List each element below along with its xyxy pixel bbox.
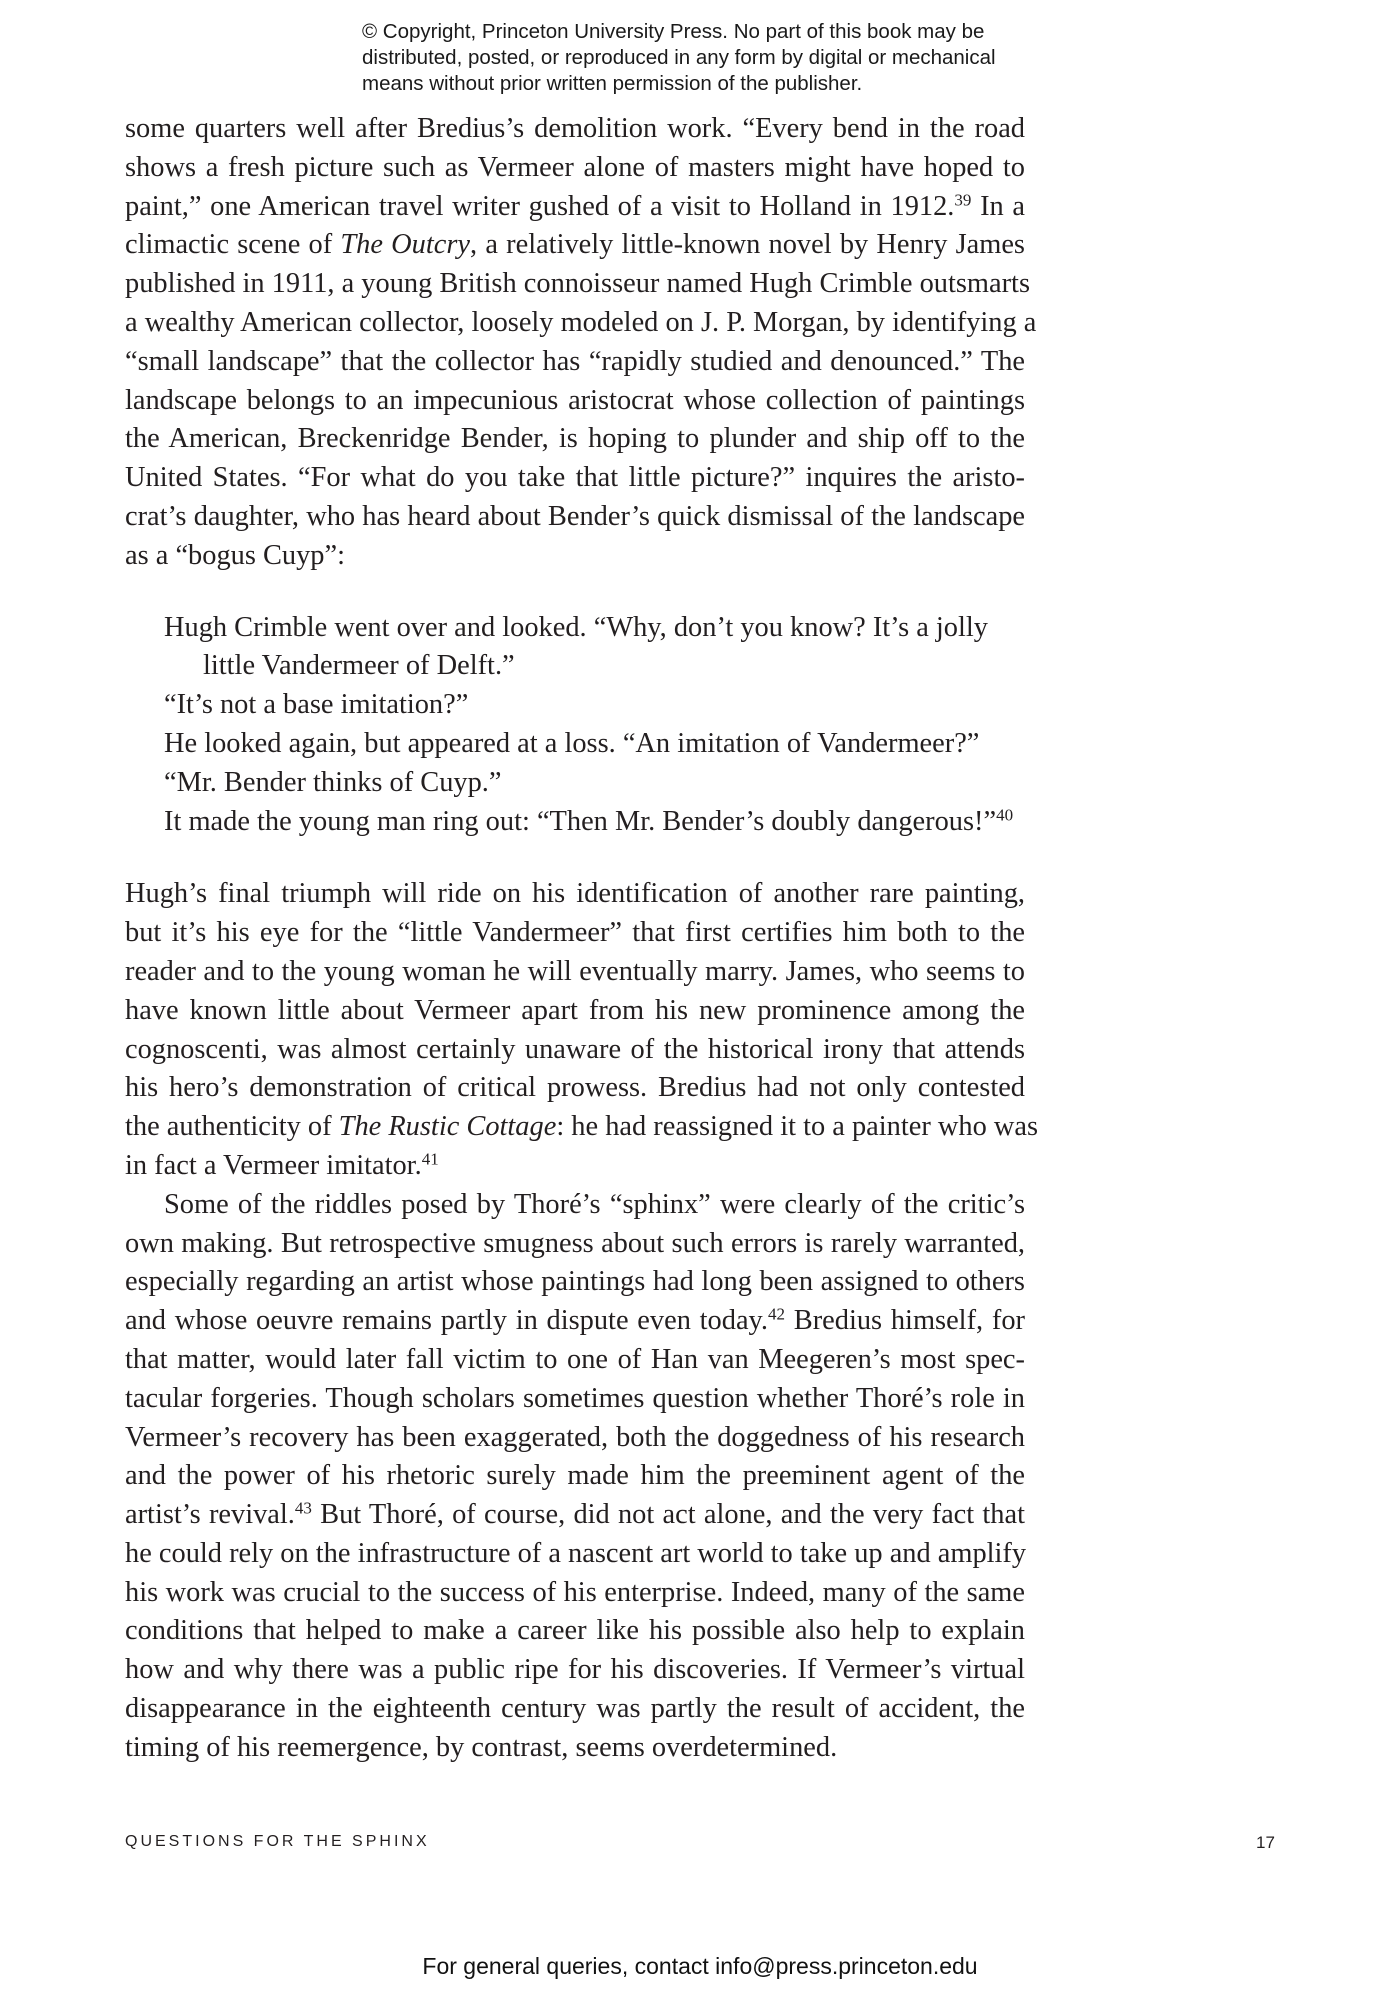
text-line: conditions that helped to make a career like his possible also help to explain [125, 1615, 1025, 1647]
footer-contact: For general queries, contact info@press.princeton.edu [422, 1953, 978, 1979]
text-line: that matter, would later fall victim to one of Han van Meegeren’s most spec- [125, 1343, 1025, 1375]
footnote-ref: 41 [421, 1149, 439, 1169]
paragraph-3 [125, 1186, 1025, 1768]
paragraph-2 [125, 875, 1039, 1185]
text-line: the authenticity of The Rustic Cottage: he had reassigned it to a painter who was [125, 1111, 1039, 1143]
text-line: published in 1911, a young British connoisseur named Hugh Crimble outsmarts [125, 268, 1030, 300]
text-line: as a “bogus Cuyp”: [125, 539, 345, 571]
page-number: 17 [1256, 1833, 1275, 1852]
text-line: and the power of his rhetoric surely made him the preeminent agent of the [125, 1460, 1025, 1492]
footnote-ref: 39 [954, 190, 972, 210]
quote-line: It made the young man ring out: “Then Mr. Bender’s doubly dangerous!”$^{40}$ [164, 805, 1014, 837]
text-line: he could rely on the infrastructure of a nascent art world to take up and amplify [125, 1537, 1027, 1569]
text-line: climactic scene of The Outcry, a relatively little-known novel by Henry James [125, 229, 1025, 261]
text-line: his hero’s demonstration of critical prowess. Bredius had not only contested [125, 1072, 1025, 1104]
text-line: how and why there was a public ripe for his discoveries. If Vermeer’s virtual [125, 1654, 1025, 1686]
copyright-line: © Copyright, Princeton University Press. No part of this book may be [362, 20, 985, 43]
copyright-line: distributed, posted, or reproduced in any form by digital or mechanical [362, 46, 996, 69]
text-line: “small landscape” that the collector has “rapidly studied and denounced.” The [125, 345, 1025, 377]
footnote-ref: 40 [996, 805, 1014, 825]
text-line: a wealthy American collector, loosely modeled on J. P. Morgan, by identifying a [125, 306, 1037, 338]
text-line: the American, Breckenridge Bender, is hoping to plunder and ship off to the [125, 423, 1025, 455]
text-line: Vermeer’s recovery has been exaggerated, both the doggedness of his research [125, 1421, 1025, 1453]
text-line: Some of the riddles posed by Thoré’s “sphinx” were clearly of the critic’s [164, 1188, 1025, 1220]
text-line: cognoscenti, was almost certainly unaware of the historical irony that attends [125, 1033, 1025, 1065]
text-line: his work was crucial to the success of his enterprise. Indeed, many of the same [125, 1576, 1025, 1608]
copyright-notice [362, 19, 1082, 97]
text-line: artist’s revival.$^{43}$ But Thoré, of course, did not act alone, and the very fact that [125, 1498, 1025, 1531]
text-line: United States. “For what do you take that little picture?” inquires the aristo- [125, 462, 1025, 494]
text-line: paint,” one American travel writer gushed of a visit to Holland in 1912.39 In a [125, 190, 1025, 222]
block-quote [125, 609, 1025, 842]
text-line: shows a fresh picture such as Vermeer alone of masters might have hoped to [125, 151, 1025, 183]
text-line: Hugh’s final triumph will ride on his identification of another rare painting, [125, 878, 1025, 910]
running-head: QUESTIONS FOR THE SPHINX [125, 1833, 430, 1850]
text-line: tacular forgeries. Though scholars sometimes question whether Thoré’s role in [125, 1382, 1025, 1414]
text-line: especially regarding an artist whose paintings had long been assigned to others [125, 1266, 1025, 1298]
footnote-ref: 43 [294, 1498, 312, 1518]
text-line: crat’s daughter, who has heard about Bender’s quick dismissal of the landscape [125, 500, 1025, 532]
quote-line: Hugh Crimble went over and looked. “Why, don’t you know? It’s a jolly [164, 611, 988, 643]
text-line: in fact a Vermeer imitator.$^{41}$ [125, 1149, 439, 1181]
quote-line: “It’s not a base imitation?” [164, 689, 469, 721]
text-line: own making. But retrospective smugness about such errors is rarely warranted, [125, 1227, 1025, 1259]
text-line: and whose oeuvre remains partly in dispute even today.$^{42}$ Bredius himself, for [125, 1304, 1025, 1337]
text-line: landscape belongs to an impecunious aristocrat whose collection of paintings [125, 384, 1025, 416]
text-line: have known little about Vermeer apart from his new prominence among the [125, 994, 1025, 1026]
page-body [125, 110, 1039, 1768]
paragraph-1 [125, 110, 1037, 576]
text-line: timing of his reemergence, by contrast, seems overdetermined. [125, 1731, 838, 1763]
book-title: The Outcry [340, 229, 471, 261]
painting-title: The Rustic Cottage [338, 1111, 557, 1143]
footnote-ref: 42 [768, 1304, 786, 1324]
text-line: but it’s his eye for the “little Vandermeer” that first certifies him both to the [125, 917, 1025, 949]
quote-line: He looked again, but appeared at a loss. “An imitation of Vandermeer?” [164, 727, 980, 759]
copyright-line: means without prior written permission of the publisher. [362, 72, 863, 95]
text-line: reader and to the young woman he will eventually marry. James, who seems to [125, 955, 1025, 987]
text-line: disappearance in the eighteenth century was partly the result of accident, the [125, 1693, 1025, 1725]
quote-line: little Vandermeer of Delft.” [203, 650, 515, 682]
text-line: some quarters well after Bredius’s demolition work. “Every bend in the road [125, 113, 1025, 144]
quote-line: “Mr. Bender thinks of Cuyp.” [164, 766, 502, 798]
